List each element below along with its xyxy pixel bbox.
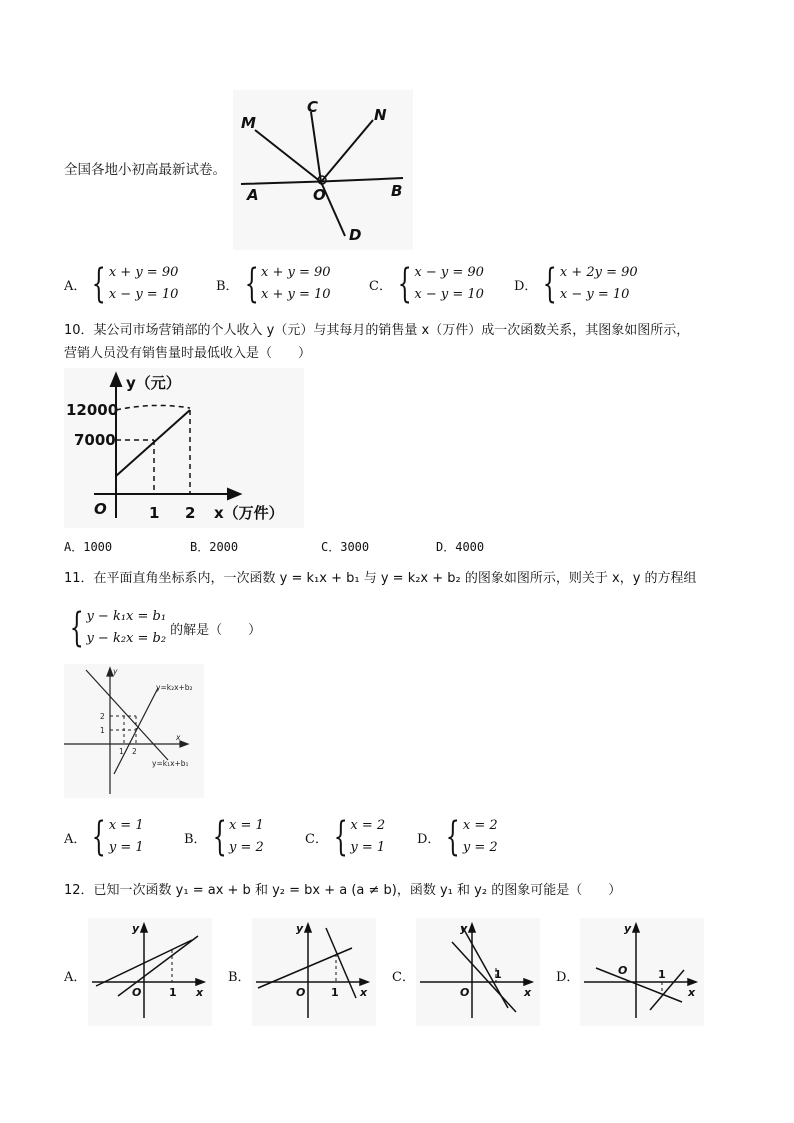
equation-2: x − y = 10 — [559, 287, 630, 302]
intro-text: 全国各地小初高最新试卷。 — [64, 162, 226, 178]
q10-option-a[interactable]: A．1000 — [64, 540, 113, 554]
equation-2: x + y = 10 — [261, 287, 331, 302]
q11-options — [64, 815, 624, 861]
option-label: C． — [305, 831, 328, 847]
q10-option-c[interactable]: C．3000 — [321, 540, 370, 554]
x-axis-label: x — [688, 986, 696, 999]
x-tick-1: 1 — [331, 986, 339, 999]
equation-1: x − y = 90 — [414, 265, 484, 280]
y-tick-1: 1 — [100, 726, 105, 735]
x-tick-2: 2 — [185, 504, 196, 522]
brace: { — [446, 814, 461, 860]
brace: { — [543, 261, 558, 307]
x-axis-label: x — [176, 733, 181, 742]
q11-option-a[interactable] — [64, 815, 144, 859]
x-tick-1: 1 — [658, 968, 666, 981]
q11-option-c[interactable] — [305, 815, 385, 859]
brace: { — [92, 814, 107, 860]
equation-2: y = 1 — [350, 840, 386, 855]
y-axis-label: y — [113, 667, 118, 676]
q9-option-a[interactable] — [64, 262, 178, 306]
equation-1: x + 2y = 90 — [559, 265, 638, 280]
x-axis-label: x — [360, 986, 368, 999]
label-B: B — [391, 182, 403, 200]
x-tick-2: 2 — [132, 747, 137, 756]
equation-1: y − k₁x = b₁ — [86, 609, 167, 624]
q11-text-line1: 11．在平面直角坐标系内，一次函数 y = k₁x + b₁ 与 y = k₂x + b₂ 的图象如图所示，则关于 x，y 的方程组 — [64, 571, 697, 586]
x-axis-label: x — [196, 986, 204, 999]
q11-equation-system — [64, 606, 261, 650]
option-label: C． — [369, 278, 392, 294]
q9-options — [64, 262, 744, 308]
q11-chart — [64, 664, 204, 798]
q10-option-b[interactable]: B．2000 — [190, 540, 239, 554]
equation-1: x = 1 — [229, 818, 264, 833]
q10-chart — [64, 368, 304, 528]
origin-label: O — [296, 986, 306, 999]
equation-2: x − y = 10 — [414, 287, 484, 302]
q9-option-d[interactable] — [514, 262, 638, 306]
equation-2: y = 2 — [462, 840, 498, 855]
q12-option-c[interactable] — [392, 918, 542, 1028]
brace: { — [244, 261, 259, 307]
y-axis-label: y — [132, 922, 140, 935]
label-D: D — [349, 226, 362, 244]
q9-angle-figure — [233, 90, 413, 250]
q10-options — [64, 538, 564, 556]
option-label: B． — [184, 831, 207, 847]
label-N: N — [374, 106, 387, 124]
option-label: D． — [514, 278, 538, 294]
y-tick-7000: 7000 — [74, 431, 116, 449]
label-C: C — [307, 98, 319, 116]
x-tick-1: 1 — [494, 968, 502, 981]
q12-option-b[interactable] — [228, 918, 378, 1028]
option-label: D． — [417, 831, 441, 847]
x-axis-label: x — [524, 986, 532, 999]
label-O: O — [313, 186, 326, 204]
x-tick-1: 1 — [149, 504, 160, 522]
option-label: D． — [556, 970, 580, 985]
origin-label: O — [132, 986, 142, 999]
label-M: M — [241, 114, 256, 132]
origin-label: O — [618, 964, 628, 977]
y-axis-label: y — [296, 922, 304, 935]
y-axis-label: y — [460, 922, 468, 935]
option-label: B． — [228, 970, 251, 985]
q11-option-d[interactable] — [417, 815, 498, 859]
q12-text-line1: 12．已知一次函数 y₁ = ax + b 和 y₂ = bx + a (a ≠ b)，函数 y₁ 和 y₂ 的图象可能是（ ） — [64, 883, 622, 898]
equation-1: x = 2 — [462, 818, 498, 833]
q10-text-line2: 营销人员没有销售量时最低收入是（ ） — [64, 346, 312, 361]
label-A: A — [247, 186, 259, 204]
equation-2: y = 1 — [108, 840, 144, 855]
y-axis-label: y — [624, 922, 632, 935]
q10-text-line1: 10．某公司市场营销部的个人收入 y（元）与其每月的销售量 x（万件）成一次函数关系，其图象如图所示， — [64, 323, 690, 338]
option-label: C． — [392, 970, 415, 985]
option-label: A． — [64, 970, 87, 985]
q11-option-b[interactable] — [184, 815, 264, 859]
option-label: B． — [216, 278, 239, 294]
origin-label: O — [460, 986, 470, 999]
x-axis-label: x（万件） — [214, 504, 284, 522]
y-tick-2: 2 — [100, 712, 105, 721]
q9-option-c[interactable] — [369, 262, 484, 306]
brace: { — [333, 814, 348, 860]
brace: { — [397, 261, 412, 307]
option-label: A． — [64, 278, 87, 294]
q12-option-a[interactable] — [64, 918, 214, 1028]
origin-label: O — [94, 500, 107, 518]
q10-option-d[interactable]: D．4000 — [436, 540, 485, 554]
line-label-k2: y=k₂x+b₂ — [156, 683, 193, 692]
equation-1: x = 1 — [108, 818, 144, 833]
y-axis-label: y（元） — [126, 374, 181, 392]
brace: { — [92, 261, 107, 307]
q12-option-d[interactable] — [556, 918, 706, 1028]
x-tick-1: 1 — [119, 747, 124, 756]
equation-1: x + y = 90 — [108, 265, 179, 280]
equation-2: y = 2 — [229, 840, 264, 855]
brace: { — [69, 605, 84, 651]
equation-1: x = 2 — [350, 818, 386, 833]
line-label-k1: y=k₁x+b₁ — [152, 759, 189, 768]
equation-1: x + y = 90 — [261, 265, 331, 280]
brace: { — [212, 814, 227, 860]
q9-option-b[interactable] — [216, 262, 331, 306]
equation-2: y − k₂x = b₂ — [86, 631, 167, 646]
y-tick-12000: 12000 — [66, 401, 119, 419]
option-label: A． — [64, 831, 87, 847]
equation-2: x − y = 10 — [108, 287, 179, 302]
q11-suffix: 的解是（ ） — [170, 622, 262, 638]
x-tick-1: 1 — [169, 986, 177, 999]
